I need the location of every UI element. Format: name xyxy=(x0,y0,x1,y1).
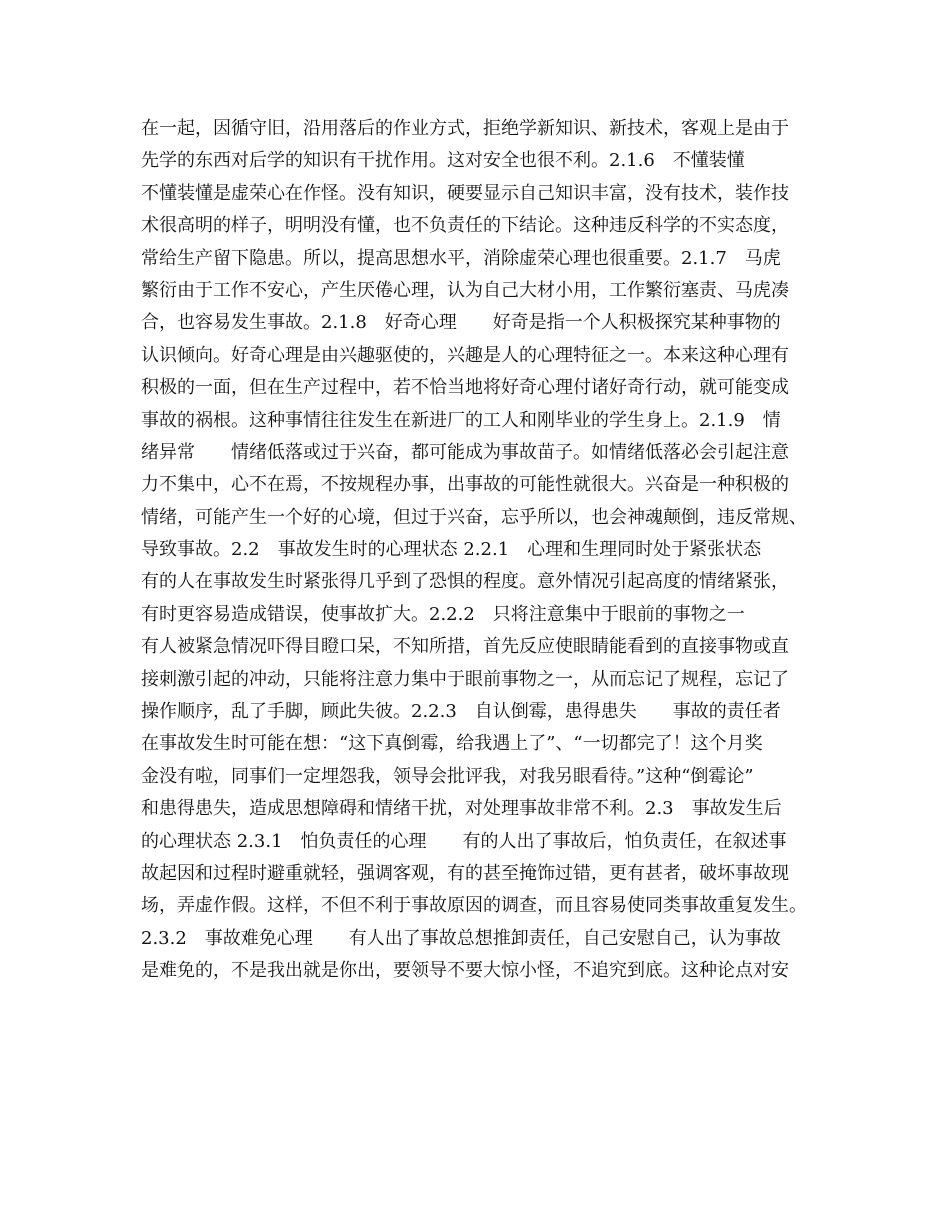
text-line: 术很高明的样子，明明没有懂，也不负责任的下结论。这种违反科学的不实态度， xyxy=(141,215,789,237)
text-line: 常给生产留下隐患。所以，提高思想水平，消除虚荣心理也很重要。2.1.7 马虎 xyxy=(141,247,781,269)
text-line: 不懂装懂是虚荣心在作怪。没有知识，硬要显示自己知识丰富，没有技术，装作技 xyxy=(141,182,789,204)
text-line: 认识倾向。好奇心理是由兴趣驱使的，兴趣是人的心理特征之一。本来这种心理有 xyxy=(141,344,789,366)
text-line: 合，也容易发生事故。2.1.8 好奇心理 好奇是指一个人积极探究某种事物的 xyxy=(141,312,781,334)
text-line: 在一起，因循守旧，沿用落后的作业方式，拒绝学新知识、新技术，客观上是由于 xyxy=(141,118,789,139)
text-line: 情绪，可能产生一个好的心境，但过于兴奋，忘乎所以，也会神魂颠倒，违反常规、 xyxy=(141,506,807,528)
text-line: 场，弄虚作假。这样，不但不利于事故原因的调查，而且容易使同类事故重复发生。 xyxy=(141,895,807,917)
text-line: 有的人在事故发生时紧张得几乎到了恐惧的程度。意外情况引起高度的情绪紧张， xyxy=(141,571,789,593)
text-line: 的心理状态 2.3.1 怕负责任的心理 有的人出了事故后，怕负责任，在叙述事 xyxy=(141,830,787,852)
body-text xyxy=(141,113,821,988)
text-line: 金没有啦，同事们一定埋怨我，领导会批评我，对我另眼看待。”这种“倒霉论” xyxy=(141,765,754,787)
text-line: 在事故发生时可能在想：“这下真倒霉，给我遇上了”、“一切都完了！这个月奖 xyxy=(141,733,763,755)
text-line: 导致事故。2.2 事故发生时的心理状态 2.2.1 心理和生理同时处于紧张状态 xyxy=(141,539,762,561)
text-line: 有时更容易造成错误，使事故扩大。2.2.2 只将注意集中于眼前的事物之一 xyxy=(141,603,745,625)
text-line: 操作顺序，乱了手脚，顾此失彼。2.2.3 自认倒霉，患得患失 事故的责任者 xyxy=(141,701,781,723)
text-line: 故起因和过程时避重就轻，强调客观，有的甚至掩饰过错，更有甚者，破坏事故现 xyxy=(141,862,789,884)
text-line: 有人被紧急情况吓得目瞪口呆，不知所措，首先反应使眼睛能看到的直接事物或直 xyxy=(141,636,789,658)
text-line: 繁衍由于工作不安心，产生厌倦心理，认为自己大材小用，工作繁衍塞责、马虎凑 xyxy=(141,279,789,301)
text-line: 接刺激引起的冲动，只能将注意力集中于眼前事物之一，从而忘记了规程，忘记了 xyxy=(141,668,789,690)
text-line: 事故的祸根。这种事情往往发生在新进厂的工人和刚毕业的学生身上。2.1.9 情 xyxy=(141,409,781,431)
text-line: 力不集中，心不在焉，不按规程办事，出事故的可能性就很大。兴奋是一种积极的 xyxy=(141,474,789,496)
text-line: 和患得患失，造成思想障碍和情绪干扰，对处理事故非常不利。2.3 事故发生后 xyxy=(141,798,782,820)
text-line: 先学的东西对后学的知识有干扰作用。这对安全也很不利。2.1.6 不懂装懂 xyxy=(141,150,745,172)
text-line: 是难免的，不是我出就是你出，要领导不要大惊小怪，不追究到底。这种论点对安 xyxy=(141,960,789,982)
text-line: 2.3.2 事故难免心理 有人出了事故总想推卸责任，自己安慰自己，认为事故 xyxy=(141,927,781,949)
text-line: 积极的一面，但在生产过程中，若不恰当地将好奇心理付诸好奇行动，就可能变成 xyxy=(141,377,789,399)
text-line: 绪异常 情绪低落或过于兴奋，都可能成为事故苗子。如情绪低落必会引起注意 xyxy=(141,441,789,463)
